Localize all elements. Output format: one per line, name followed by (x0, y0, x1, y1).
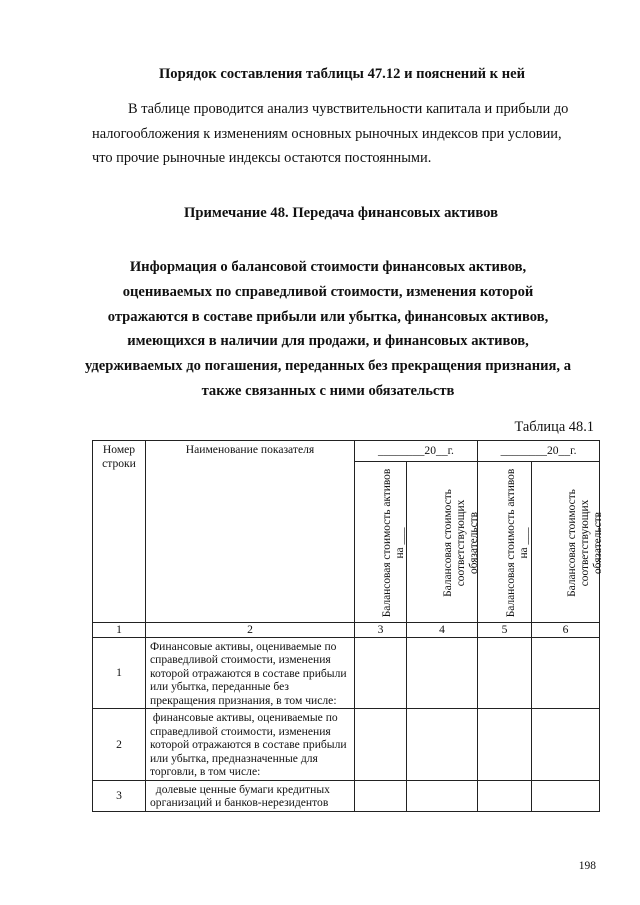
data-cell (407, 709, 478, 781)
col-number: 5 (478, 623, 532, 638)
header-indicator-text: Наименование показателя (185, 443, 315, 456)
header-col-assets-2-text: Балансовая стоимость активов на ___ (504, 468, 530, 618)
data-cell (355, 709, 407, 781)
row-indicator: финансовые активы, оцениваемые по справедливой стоимости, изменения которой отражаются в составе прибыли или убытка, предназначенные для торговли, в том числе: (146, 709, 355, 781)
data-cell (532, 709, 600, 781)
paragraph-line-2: налогообложения к изменениям основных рыночных индексов при условии, (92, 125, 562, 142)
col-number: 1 (93, 623, 146, 638)
page-number: 198 (578, 860, 596, 872)
row-indicator: Финансовые активы, оцениваемые по справедливой стоимости, изменения которой отражаются в составе прибыли или убытка, переданные без прекращения признания, в том числе: (146, 637, 355, 709)
row-number: 2 (93, 709, 146, 781)
header-col-liab-2 (532, 462, 604, 623)
header-year-2 (478, 441, 600, 462)
col-number: 4 (407, 623, 478, 638)
column-number-row (93, 623, 600, 638)
info-title-line-3: отражаются в составе прибыли или убытка, финансовых активов, (107, 308, 549, 325)
col-number: 6 (532, 623, 600, 638)
header-col-liab-1 (407, 462, 478, 623)
header-row-no-text: Номер строки (102, 443, 136, 470)
col-number: 2 (146, 623, 355, 638)
section-paragraph (92, 97, 600, 171)
header-col-liab-1-text: Балансовая стоимость соответствующих обязательств (442, 489, 480, 597)
data-cell (532, 637, 600, 709)
data-cell (407, 780, 478, 811)
info-title (80, 255, 576, 404)
table-row (93, 709, 600, 781)
data-cell (478, 709, 532, 781)
row-number: 1 (93, 637, 146, 709)
row-number: 3 (93, 780, 146, 811)
data-cell (478, 637, 532, 709)
header-year-1-text: ________20__г. (378, 444, 454, 458)
note-48-heading: Примечание 48. Передача финансовых активов (184, 205, 498, 221)
info-title-line-2: оцениваемых по справедливой стоимости, изменения которой (122, 283, 534, 300)
header-row-no (93, 441, 146, 623)
header-row-years (93, 441, 600, 462)
info-title-line-4: имеющихся в наличии для продажи, и финансовых активов, (127, 333, 529, 350)
section-heading-47-12: Порядок составления таблицы 47.12 и пояснений к ней (158, 66, 526, 82)
data-cell (407, 637, 478, 709)
data-cell (532, 780, 600, 811)
info-title-line-5: удерживаемых до погашения, переданных без прекращения признания, а (84, 358, 572, 375)
col-number: 3 (355, 623, 407, 638)
paragraph-line-1: В таблице проводится анализ чувствительности капитала и прибыли до (128, 101, 569, 117)
header-col-assets-1-text: Балансовая стоимость активов на ___ (380, 468, 406, 618)
row-indicator: долевые ценные бумаги кредитных организаций и банков-нерезидентов (146, 780, 355, 811)
header-col-liab-2-text: Балансовая стоимость соответствующих обязательств (565, 489, 604, 597)
header-year-1 (355, 441, 478, 462)
data-cell (355, 637, 407, 709)
paragraph-line-3: что прочие рыночные индексы остаются постоянными. (92, 150, 432, 166)
table-row (93, 780, 600, 811)
table-48-1 (92, 440, 604, 812)
header-indicator (146, 441, 355, 623)
info-title-line-1: Информация о балансовой стоимости финансовых активов, (129, 259, 527, 275)
header-year-2-text: ________20__г. (500, 444, 577, 458)
header-col-assets-2 (478, 462, 532, 623)
header-col-assets-1 (355, 462, 407, 623)
table-label: Таблица 48.1 (514, 419, 594, 435)
info-title-line-6: также связанных с ними обязательств (201, 382, 455, 399)
table-row (93, 637, 600, 709)
data-cell (478, 780, 532, 811)
data-cell (355, 780, 407, 811)
